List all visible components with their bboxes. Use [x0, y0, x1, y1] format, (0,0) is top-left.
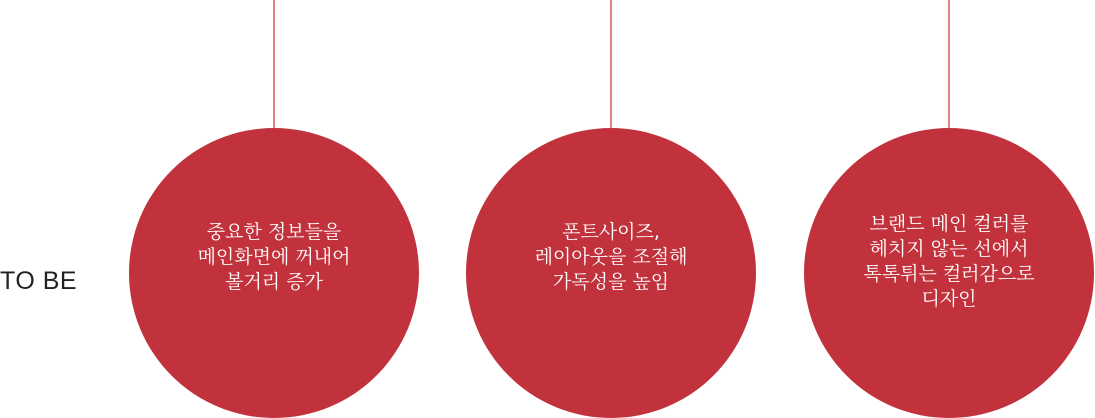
- benefit-circle-2-text: 폰트사이즈, 레이아웃을 조절해 가독성을 높임: [534, 220, 688, 293]
- benefit-circle-1-text: 중요한 정보들을 메인화면에 꺼내어 볼거리 증가: [197, 220, 351, 293]
- down-arrow-3-icon: [939, 0, 959, 184]
- down-arrow-2-icon: [601, 0, 621, 184]
- stage-label: TO BE: [0, 267, 78, 295]
- down-arrow-1-icon: [264, 0, 284, 184]
- benefit-circle-3-text: 브랜드 메인 컬러를 헤치지 않는 선에서 톡톡튀는 컬러감으로 디자인: [863, 213, 1035, 310]
